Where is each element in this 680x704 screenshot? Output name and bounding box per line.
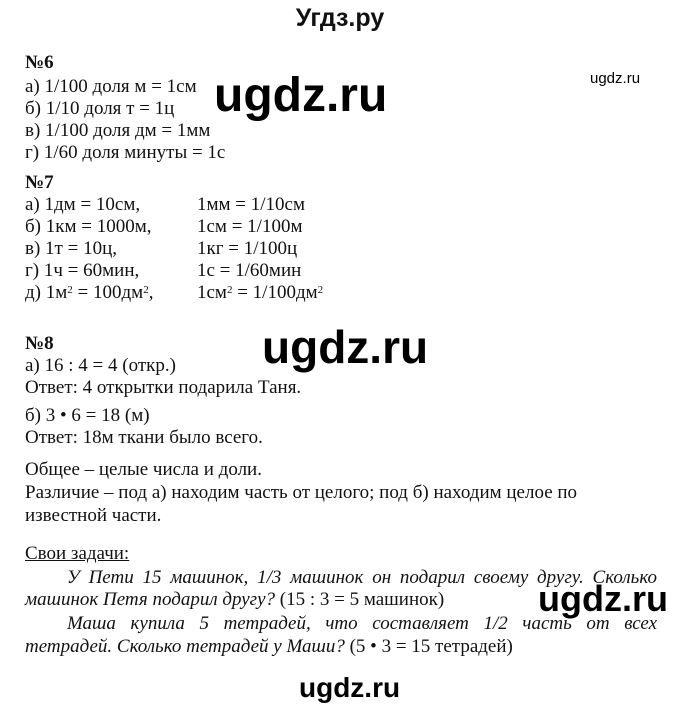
task7-row: [25, 282, 425, 304]
watermark-footer: ugdz.ru: [299, 672, 401, 703]
task6-heading: №6: [25, 52, 54, 73]
own-task-1-line: У Пети 15 машинок, 1/3 машинок он подарил своему другу. Сколько: [67, 567, 657, 588]
task7-right: [197, 282, 323, 304]
task7-row: [25, 260, 425, 282]
task7-right: 1см = 1/100м: [197, 216, 303, 237]
task7-right: 1с = 1/60мин: [197, 260, 302, 281]
question: тетрадей. Сколько тетрадей у Маши?: [25, 636, 345, 657]
task7-row: [25, 216, 425, 238]
task8-a-calc: а) 16 : 4 = 4 (откр.): [25, 355, 176, 376]
site-title[interactable]: Угдз.ру: [295, 4, 385, 32]
watermark-large: ugdz.ru: [214, 69, 388, 122]
task8-difference: Различие – под а) находим часть от целого; под б) находим целое по: [25, 482, 578, 503]
task6-line: б) 1/10 доля т = 1ц: [25, 98, 175, 119]
task7-heading: №7: [25, 172, 54, 193]
superscript: 2: [67, 284, 73, 296]
own-task-2-line: [25, 636, 513, 658]
task8-b-calc: б) 3 • 6 = 18 (м): [25, 405, 150, 426]
task7-right: 1кг = 1/100ц: [197, 238, 298, 259]
task7-left: г) 1ч = 60мин,: [25, 260, 140, 281]
task7-left: в) 1т = 10ц,: [25, 238, 117, 259]
task6-line: а) 1/100 доля м = 1см: [25, 76, 197, 97]
superscript: 2: [317, 284, 324, 296]
task8-common: Общее – целые числа и доли.: [25, 459, 262, 480]
task8-b-answer: Ответ: 18м ткани было всего.: [25, 427, 263, 448]
task7-row: [25, 194, 425, 216]
task8-heading: №8: [25, 333, 54, 354]
question: машинок Петя подарил другу?: [25, 589, 276, 610]
solution: (5 • 3 = 15 тетрадей): [344, 636, 513, 657]
text: 1см: [197, 282, 227, 303]
task7-row: [25, 238, 425, 260]
task7-left: а) 1дм = 10см,: [25, 194, 141, 215]
task6-line: в) 1/100 доля дм = 1мм: [25, 120, 211, 141]
task7-right: 1мм = 1/10см: [197, 194, 305, 215]
task8-difference: известной части.: [25, 505, 162, 526]
text: д) 1м: [25, 282, 68, 303]
own-tasks-heading: Свои задачи:: [25, 543, 130, 564]
watermark-small: ugdz.ru: [590, 70, 641, 87]
task6-line: г) 1/60 доля минуты = 1с: [25, 142, 226, 163]
text: = 1/100дм: [232, 282, 318, 303]
solution: (15 : 3 = 5 машинок): [275, 589, 445, 610]
superscript: 2: [143, 284, 149, 296]
own-task-1-line: [25, 589, 444, 611]
task7-left: б) 1км = 1000м,: [25, 216, 152, 237]
own-task-2-line: Маша купила 5 тетрадей, что составляет 1/2 часть от всех: [67, 613, 657, 634]
task8-a-answer: Ответ: 4 открытки подарила Таня.: [25, 377, 302, 398]
superscript: 2: [226, 284, 233, 296]
watermark-large: ugdz.ru: [262, 321, 429, 373]
text: = 100дм: [72, 282, 144, 303]
text: ,: [148, 282, 154, 303]
task7-left: [25, 282, 153, 303]
watermark-medium: ugdz.ru: [538, 578, 668, 619]
